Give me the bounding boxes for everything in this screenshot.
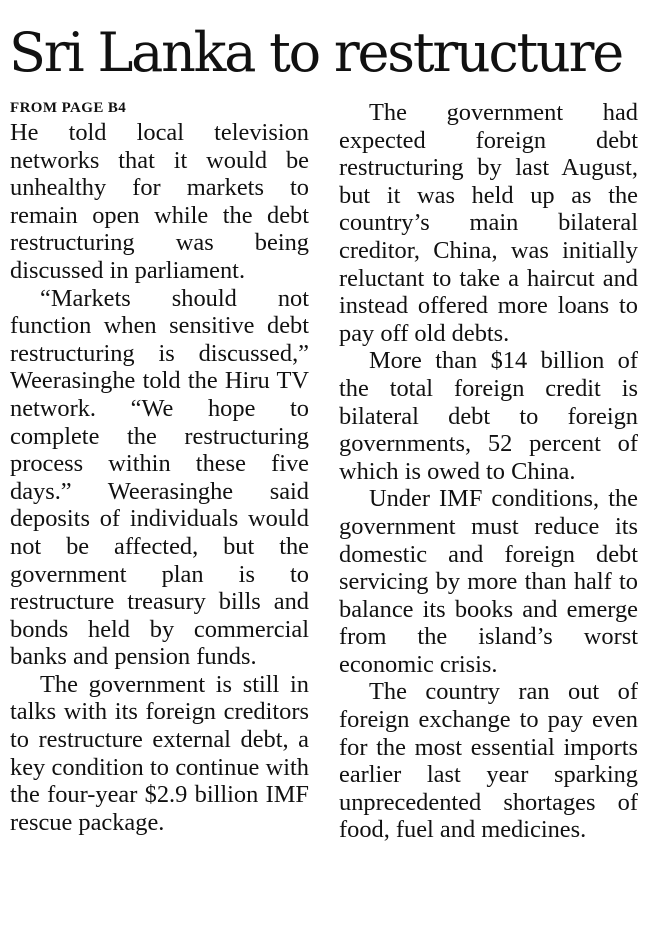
article-column-left <box>10 99 309 836</box>
paragraph-right-4: The country ran out of foreign exchange to pay even for the most essential imports earlier last year sparking unprecedented shortages of food, fuel and medicines. <box>339 678 638 844</box>
continued-from-kicker: FROM PAGE B4 <box>10 100 127 116</box>
paragraph-right-3: Under IMF conditions, the government must reduce its domestic and foreign debt servicing by more than half to balance its books and emerge from the island’s worst economic crisis. <box>339 485 638 678</box>
paragraph-right-2: More than $14 billion of the total foreign credit is bilateral debt to foreign governments, 52 percent of which is owed to China. <box>339 347 638 485</box>
headline: Sri Lanka to restructure <box>9 21 622 84</box>
paragraph-left-1: He told local television networks that it would be unhealthy for markets to remain open while the debt restructuring was being discussed in parliament. <box>10 119 309 284</box>
paragraph-right-1: The government had expected foreign debt restructuring by last August, but it was held up as the country’s main bilateral creditor, China, was initially reluctant to take a haircut and instead offered more loans to pay off old debts. <box>339 99 638 347</box>
article-column-right <box>339 99 638 844</box>
paragraph-left-2: “Markets should not function when sensitive debt restructuring is discussed,” Weerasinghe told the Hiru TV network. “We hope to complete the restructuring process within these five days.” Weerasinghe said deposits of individuals would not be affected, but the government plan is to restructure treasury bills and bonds held by commercial banks and pension funds. <box>10 284 309 671</box>
paragraph-left-3: The government is still in talks with its foreign creditors to restructure external debt, a key condition to continue with the four-year $2.9 billion IMF rescue package. <box>10 670 309 836</box>
